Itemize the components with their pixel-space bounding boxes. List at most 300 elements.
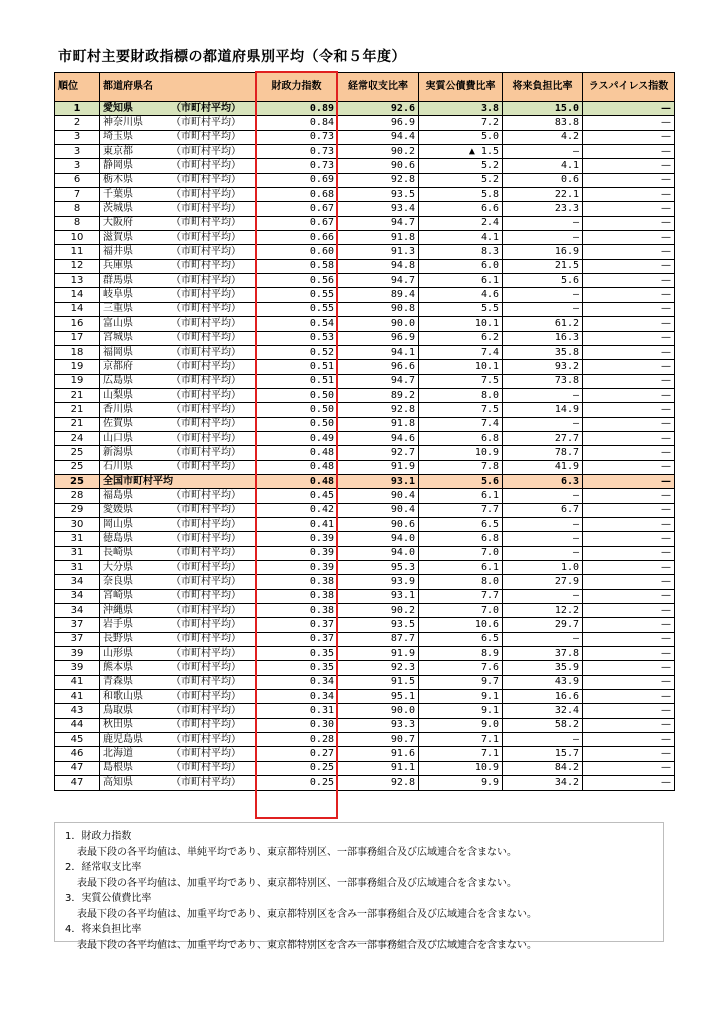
laspeyres-cell: — xyxy=(583,360,675,374)
future-burden-cell: 0.6 xyxy=(503,173,583,187)
prefecture-cell xyxy=(100,331,256,345)
fiscal-index-cell: 0.67 xyxy=(256,216,338,230)
prefecture-cell xyxy=(100,216,256,230)
fiscal-index-cell: 0.53 xyxy=(256,331,338,345)
rank-cell: 25 xyxy=(55,446,100,460)
future-burden-cell: — xyxy=(503,231,583,245)
prefecture-cell xyxy=(100,302,256,316)
prefecture-cell xyxy=(100,503,256,517)
prefecture-name: 山形県 xyxy=(103,647,133,659)
prefecture-name: 和歌山県 xyxy=(103,690,143,702)
current-balance-cell: 95.3 xyxy=(338,561,419,575)
municipal-average-label: （市町村平均） xyxy=(171,203,241,215)
prefecture-cell xyxy=(100,632,256,646)
laspeyres-cell: — xyxy=(583,546,675,560)
prefecture-cell xyxy=(100,532,256,546)
note-heading: 3．実質公債費比率 xyxy=(65,893,152,904)
rank-cell: 21 xyxy=(55,417,100,431)
debt-service-cell: 7.7 xyxy=(419,503,503,517)
prefecture-name: 青森県 xyxy=(103,676,133,688)
prefecture-name: 兵庫県 xyxy=(103,260,133,272)
laspeyres-cell: — xyxy=(583,417,675,431)
municipal-average-label: （市町村平均） xyxy=(171,260,241,272)
debt-service-cell: 6.1 xyxy=(419,561,503,575)
debt-service-cell: 6.6 xyxy=(419,202,503,216)
fiscal-index-cell: 0.34 xyxy=(256,690,338,704)
current-balance-cell: 93.5 xyxy=(338,188,419,202)
laspeyres-cell: — xyxy=(583,173,675,187)
laspeyres-cell: — xyxy=(583,130,675,144)
future-burden-cell: 73.8 xyxy=(503,374,583,388)
laspeyres-cell: — xyxy=(583,188,675,202)
future-burden-cell: — xyxy=(503,489,583,503)
prefecture-cell xyxy=(100,374,256,388)
current-balance-cell: 90.0 xyxy=(338,704,419,718)
fiscal-index-cell: 0.73 xyxy=(256,145,338,159)
laspeyres-cell: — xyxy=(583,317,675,331)
prefecture-cell xyxy=(100,145,256,159)
table-row xyxy=(55,102,675,116)
current-balance-cell: 95.1 xyxy=(338,690,419,704)
debt-service-cell: 10.9 xyxy=(419,446,503,460)
municipal-average-label: （市町村平均） xyxy=(171,532,241,544)
debt-service-cell: 7.5 xyxy=(419,403,503,417)
note-heading: 4．将来負担比率 xyxy=(65,924,142,935)
fiscal-index-cell: 0.30 xyxy=(256,718,338,732)
rank-cell: 46 xyxy=(55,747,100,761)
municipal-average-label: （市町村平均） xyxy=(171,604,241,616)
rank-cell: 34 xyxy=(55,575,100,589)
future-burden-cell: 1.0 xyxy=(503,561,583,575)
current-balance-cell: 89.2 xyxy=(338,388,419,402)
future-burden-cell: 16.6 xyxy=(503,690,583,704)
rank-cell: 31 xyxy=(55,546,100,560)
note-text: 表最下段の各平均値は、加重平均であり、東京都特別区を含み一部事務組合及び広域連合を含まない。 xyxy=(77,908,537,920)
prefecture-cell xyxy=(100,489,256,503)
current-balance-cell: 94.1 xyxy=(338,345,419,359)
table-row xyxy=(55,159,675,173)
prefecture-cell xyxy=(100,661,256,675)
current-balance-cell: 90.8 xyxy=(338,302,419,316)
laspeyres-cell: — xyxy=(583,761,675,775)
rank-cell: 41 xyxy=(55,690,100,704)
laspeyres-cell: — xyxy=(583,474,675,488)
municipal-average-label: （市町村平均） xyxy=(171,375,241,387)
fiscal-index-cell: 0.89 xyxy=(256,102,338,116)
debt-service-cell: 5.5 xyxy=(419,302,503,316)
debt-service-cell: 6.8 xyxy=(419,431,503,445)
debt-service-cell: 7.1 xyxy=(419,733,503,747)
debt-service-cell: 7.2 xyxy=(419,116,503,130)
table-row xyxy=(55,561,675,575)
prefecture-cell xyxy=(100,403,256,417)
municipal-average-label: （市町村平均） xyxy=(171,576,241,588)
prefecture-cell xyxy=(100,675,256,689)
rank-cell: 31 xyxy=(55,532,100,546)
current-balance-cell: 90.4 xyxy=(338,489,419,503)
prefecture-name: 東京都 xyxy=(103,145,133,157)
prefecture-name: 長野県 xyxy=(103,633,133,645)
future-burden-cell: — xyxy=(503,632,583,646)
rank-cell: 24 xyxy=(55,431,100,445)
table-row xyxy=(55,388,675,402)
header-prefecture: 都道府県名 xyxy=(100,73,256,102)
prefecture-cell xyxy=(100,417,256,431)
current-balance-cell: 91.3 xyxy=(338,245,419,259)
table-row xyxy=(55,317,675,331)
municipal-average-label: （市町村平均） xyxy=(171,561,241,573)
table-body xyxy=(55,102,675,791)
laspeyres-cell: — xyxy=(583,302,675,316)
table-row xyxy=(55,718,675,732)
future-burden-cell: 16.3 xyxy=(503,331,583,345)
fiscal-index-cell: 0.39 xyxy=(256,546,338,560)
indicator-table xyxy=(54,72,675,791)
debt-service-cell: 5.8 xyxy=(419,188,503,202)
table-row xyxy=(55,604,675,618)
laspeyres-cell: — xyxy=(583,431,675,445)
prefecture-name: 奈良県 xyxy=(103,576,133,588)
fiscal-index-cell: 0.48 xyxy=(256,446,338,460)
laspeyres-cell: — xyxy=(583,460,675,474)
future-burden-cell: 27.9 xyxy=(503,575,583,589)
current-balance-cell: 92.8 xyxy=(338,173,419,187)
current-balance-cell: 94.4 xyxy=(338,130,419,144)
table-row xyxy=(55,259,675,273)
rank-cell: 3 xyxy=(55,159,100,173)
future-burden-cell: 35.9 xyxy=(503,661,583,675)
note-text: 表最下段の各平均値は、加重平均であり、東京都特別区を含み一部事務組合及び広域連合を含まない。 xyxy=(77,939,537,951)
table-row xyxy=(55,374,675,388)
current-balance-cell: 94.7 xyxy=(338,274,419,288)
prefecture-name: 広島県 xyxy=(103,375,133,387)
rank-cell: 14 xyxy=(55,302,100,316)
debt-service-cell: 7.5 xyxy=(419,374,503,388)
fiscal-index-cell: 0.60 xyxy=(256,245,338,259)
current-balance-cell: 94.8 xyxy=(338,259,419,273)
laspeyres-cell: — xyxy=(583,776,675,790)
prefecture-cell xyxy=(100,747,256,761)
fiscal-index-cell: 0.50 xyxy=(256,403,338,417)
future-burden-cell: 15.7 xyxy=(503,747,583,761)
debt-service-cell: ▲ 1.5 xyxy=(419,145,503,159)
municipal-average-label: （市町村平均） xyxy=(171,246,241,258)
debt-service-cell: 6.8 xyxy=(419,532,503,546)
prefecture-cell xyxy=(100,704,256,718)
current-balance-cell: 96.6 xyxy=(338,360,419,374)
municipal-average-label: （市町村平均） xyxy=(171,389,241,401)
prefecture-cell xyxy=(100,345,256,359)
current-balance-cell: 90.0 xyxy=(338,317,419,331)
municipal-average-label: （市町村平均） xyxy=(171,647,241,659)
debt-service-cell: 6.1 xyxy=(419,274,503,288)
current-balance-cell: 90.7 xyxy=(338,733,419,747)
table-row xyxy=(55,302,675,316)
note-heading: 2．経常収支比率 xyxy=(65,862,142,873)
prefecture-cell xyxy=(100,761,256,775)
laspeyres-cell: — xyxy=(583,661,675,675)
prefecture-cell xyxy=(100,317,256,331)
laspeyres-cell: — xyxy=(583,102,675,116)
current-balance-cell: 93.4 xyxy=(338,202,419,216)
table-row xyxy=(55,733,675,747)
debt-service-cell: 7.4 xyxy=(419,417,503,431)
current-balance-cell: 91.9 xyxy=(338,647,419,661)
table-row xyxy=(55,173,675,187)
debt-service-cell: 8.3 xyxy=(419,245,503,259)
municipal-average-label: （市町村平均） xyxy=(171,102,241,114)
debt-service-cell: 8.9 xyxy=(419,647,503,661)
notes-box xyxy=(54,822,664,951)
prefecture-name: 鳥取県 xyxy=(103,705,133,717)
fiscal-index-cell: 0.38 xyxy=(256,589,338,603)
municipal-average-label: （市町村平均） xyxy=(171,332,241,344)
current-balance-cell: 96.9 xyxy=(338,331,419,345)
rank-cell: 21 xyxy=(55,388,100,402)
municipal-average-label: （市町村平均） xyxy=(171,231,241,243)
rank-cell: 43 xyxy=(55,704,100,718)
current-balance-cell: 92.3 xyxy=(338,661,419,675)
current-balance-cell: 92.6 xyxy=(338,102,419,116)
fiscal-index-cell: 0.51 xyxy=(256,360,338,374)
table-row xyxy=(55,360,675,374)
municipal-average-label: （市町村平均） xyxy=(171,776,241,788)
fiscal-index-cell: 0.48 xyxy=(256,474,338,488)
prefecture-cell xyxy=(100,288,256,302)
future-burden-cell: 27.7 xyxy=(503,431,583,445)
debt-service-cell: 5.2 xyxy=(419,159,503,173)
future-burden-cell: 14.9 xyxy=(503,403,583,417)
rank-cell: 12 xyxy=(55,259,100,273)
current-balance-cell: 91.8 xyxy=(338,417,419,431)
municipal-average-label: （市町村平均） xyxy=(171,131,241,143)
future-burden-cell: 37.8 xyxy=(503,647,583,661)
debt-service-cell: 6.5 xyxy=(419,517,503,531)
debt-service-cell: 7.4 xyxy=(419,345,503,359)
rank-cell: 25 xyxy=(55,474,100,488)
prefecture-cell xyxy=(100,561,256,575)
fiscal-index-cell: 0.48 xyxy=(256,460,338,474)
fiscal-index-cell: 0.25 xyxy=(256,776,338,790)
future-burden-cell: 22.1 xyxy=(503,188,583,202)
current-balance-cell: 96.9 xyxy=(338,116,419,130)
future-burden-cell: 34.2 xyxy=(503,776,583,790)
rank-cell: 30 xyxy=(55,517,100,531)
rank-cell: 19 xyxy=(55,374,100,388)
fiscal-index-cell: 0.55 xyxy=(256,288,338,302)
prefecture-cell xyxy=(100,116,256,130)
fiscal-index-cell: 0.39 xyxy=(256,532,338,546)
laspeyres-cell: — xyxy=(583,675,675,689)
table-row xyxy=(55,690,675,704)
rank-cell: 6 xyxy=(55,173,100,187)
rank-cell: 39 xyxy=(55,661,100,675)
table-row xyxy=(55,632,675,646)
prefecture-name: 静岡県 xyxy=(103,160,133,172)
municipal-average-label: （市町村平均） xyxy=(171,662,241,674)
prefecture-cell xyxy=(100,130,256,144)
municipal-average-label: （市町村平均） xyxy=(171,733,241,745)
rank-cell: 18 xyxy=(55,345,100,359)
prefecture-cell xyxy=(100,604,256,618)
laspeyres-cell: — xyxy=(583,647,675,661)
prefecture-name: 福井県 xyxy=(103,246,133,258)
fiscal-index-cell: 0.37 xyxy=(256,632,338,646)
future-burden-cell: 21.5 xyxy=(503,259,583,273)
prefecture-name: 宮城県 xyxy=(103,332,133,344)
rank-cell: 2 xyxy=(55,116,100,130)
municipal-average-label: （市町村平均） xyxy=(171,360,241,372)
future-burden-cell: 41.9 xyxy=(503,460,583,474)
rank-cell: 13 xyxy=(55,274,100,288)
prefecture-cell xyxy=(100,517,256,531)
rank-cell: 34 xyxy=(55,589,100,603)
laspeyres-cell: — xyxy=(583,690,675,704)
fiscal-index-cell: 0.35 xyxy=(256,661,338,675)
table-row xyxy=(55,130,675,144)
rank-cell: 44 xyxy=(55,718,100,732)
current-balance-cell: 93.3 xyxy=(338,718,419,732)
table-row xyxy=(55,575,675,589)
table-row xyxy=(55,188,675,202)
fiscal-index-cell: 0.69 xyxy=(256,173,338,187)
future-burden-cell: 6.7 xyxy=(503,503,583,517)
prefecture-cell xyxy=(100,360,256,374)
future-burden-cell: — xyxy=(503,145,583,159)
municipal-average-label: （市町村平均） xyxy=(171,117,241,129)
rank-cell: 8 xyxy=(55,202,100,216)
rank-cell: 3 xyxy=(55,130,100,144)
fiscal-index-cell: 0.55 xyxy=(256,302,338,316)
laspeyres-cell: — xyxy=(583,589,675,603)
fiscal-index-cell: 0.50 xyxy=(256,417,338,431)
rank-cell: 31 xyxy=(55,561,100,575)
laspeyres-cell: — xyxy=(583,747,675,761)
fiscal-index-cell: 0.68 xyxy=(256,188,338,202)
laspeyres-cell: — xyxy=(583,489,675,503)
prefecture-name: 鹿児島県 xyxy=(103,733,143,745)
prefecture-name: 沖縄県 xyxy=(103,604,133,616)
current-balance-cell: 91.8 xyxy=(338,231,419,245)
prefecture-cell xyxy=(100,618,256,632)
prefecture-name: 全国市町村平均 xyxy=(103,475,173,487)
fiscal-index-cell: 0.54 xyxy=(256,317,338,331)
rank-cell: 1 xyxy=(55,102,100,116)
prefecture-name: 宮崎県 xyxy=(103,590,133,602)
laspeyres-cell: — xyxy=(583,288,675,302)
debt-service-cell: 7.0 xyxy=(419,604,503,618)
rank-cell: 29 xyxy=(55,503,100,517)
rank-cell: 45 xyxy=(55,733,100,747)
prefecture-name: 京都府 xyxy=(103,360,133,372)
municipal-average-label: （市町村平均） xyxy=(171,590,241,602)
laspeyres-cell: — xyxy=(583,561,675,575)
current-balance-cell: 93.1 xyxy=(338,474,419,488)
debt-service-cell: 10.6 xyxy=(419,618,503,632)
debt-service-cell: 9.7 xyxy=(419,675,503,689)
table-row xyxy=(55,532,675,546)
note-text: 表最下段の各平均値は、単純平均であり、東京都特別区、一部事務組合及び広域連合を含まない。 xyxy=(77,846,517,858)
header-rank: 順位 xyxy=(55,73,100,102)
fiscal-index-cell: 0.73 xyxy=(256,159,338,173)
prefecture-name: 三重県 xyxy=(103,303,133,315)
prefecture-cell xyxy=(100,776,256,790)
future-burden-cell: — xyxy=(503,288,583,302)
table-row xyxy=(55,417,675,431)
fiscal-index-cell: 0.73 xyxy=(256,130,338,144)
table-row xyxy=(55,474,675,488)
prefecture-cell xyxy=(100,388,256,402)
rank-cell: 16 xyxy=(55,317,100,331)
laspeyres-cell: — xyxy=(583,517,675,531)
prefecture-cell xyxy=(100,718,256,732)
debt-service-cell: 10.1 xyxy=(419,360,503,374)
future-burden-cell: 29.7 xyxy=(503,618,583,632)
debt-service-cell: 10.9 xyxy=(419,761,503,775)
debt-service-cell: 9.1 xyxy=(419,704,503,718)
current-balance-cell: 93.9 xyxy=(338,575,419,589)
debt-service-cell: 9.0 xyxy=(419,718,503,732)
municipal-average-label: （市町村平均） xyxy=(171,160,241,172)
header-debt-service-ratio: 実質公債費比率 xyxy=(419,73,503,102)
debt-service-cell: 7.8 xyxy=(419,460,503,474)
municipal-average-label: （市町村平均） xyxy=(171,432,241,444)
municipal-average-label: （市町村平均） xyxy=(171,217,241,229)
future-burden-cell: 78.7 xyxy=(503,446,583,460)
table-row xyxy=(55,431,675,445)
prefecture-cell xyxy=(100,647,256,661)
future-burden-cell: 61.2 xyxy=(503,317,583,331)
rank-cell: 47 xyxy=(55,761,100,775)
note-text: 表最下段の各平均値は、加重平均であり、東京都特別区、一部事務組合及び広域連合を含まない。 xyxy=(77,877,517,889)
current-balance-cell: 94.7 xyxy=(338,374,419,388)
debt-service-cell: 9.1 xyxy=(419,690,503,704)
debt-service-cell: 5.2 xyxy=(419,173,503,187)
future-burden-cell: 93.2 xyxy=(503,360,583,374)
laspeyres-cell: — xyxy=(583,374,675,388)
laspeyres-cell: — xyxy=(583,618,675,632)
future-burden-cell: 35.8 xyxy=(503,345,583,359)
fiscal-index-cell: 0.67 xyxy=(256,202,338,216)
prefecture-cell xyxy=(100,245,256,259)
table-row xyxy=(55,761,675,775)
prefecture-cell xyxy=(100,259,256,273)
prefecture-name: 熊本県 xyxy=(103,662,133,674)
debt-service-cell: 8.0 xyxy=(419,575,503,589)
prefecture-cell xyxy=(100,474,256,488)
table-row xyxy=(55,589,675,603)
debt-service-cell: 5.0 xyxy=(419,130,503,144)
laspeyres-cell: — xyxy=(583,202,675,216)
prefecture-cell xyxy=(100,274,256,288)
fiscal-index-cell: 0.58 xyxy=(256,259,338,273)
rank-cell: 21 xyxy=(55,403,100,417)
laspeyres-cell: — xyxy=(583,159,675,173)
prefecture-name: 埼玉県 xyxy=(103,131,133,143)
laspeyres-cell: — xyxy=(583,231,675,245)
table-row xyxy=(55,675,675,689)
prefecture-name: 岡山県 xyxy=(103,518,133,530)
municipal-average-label: （市町村平均） xyxy=(171,274,241,286)
municipal-average-label: （市町村平均） xyxy=(171,518,241,530)
fiscal-index-cell: 0.51 xyxy=(256,374,338,388)
prefecture-name: 富山県 xyxy=(103,317,133,329)
future-burden-cell: 15.0 xyxy=(503,102,583,116)
future-burden-cell: — xyxy=(503,733,583,747)
future-burden-cell: 12.2 xyxy=(503,604,583,618)
current-balance-cell: 89.4 xyxy=(338,288,419,302)
laspeyres-cell: — xyxy=(583,446,675,460)
